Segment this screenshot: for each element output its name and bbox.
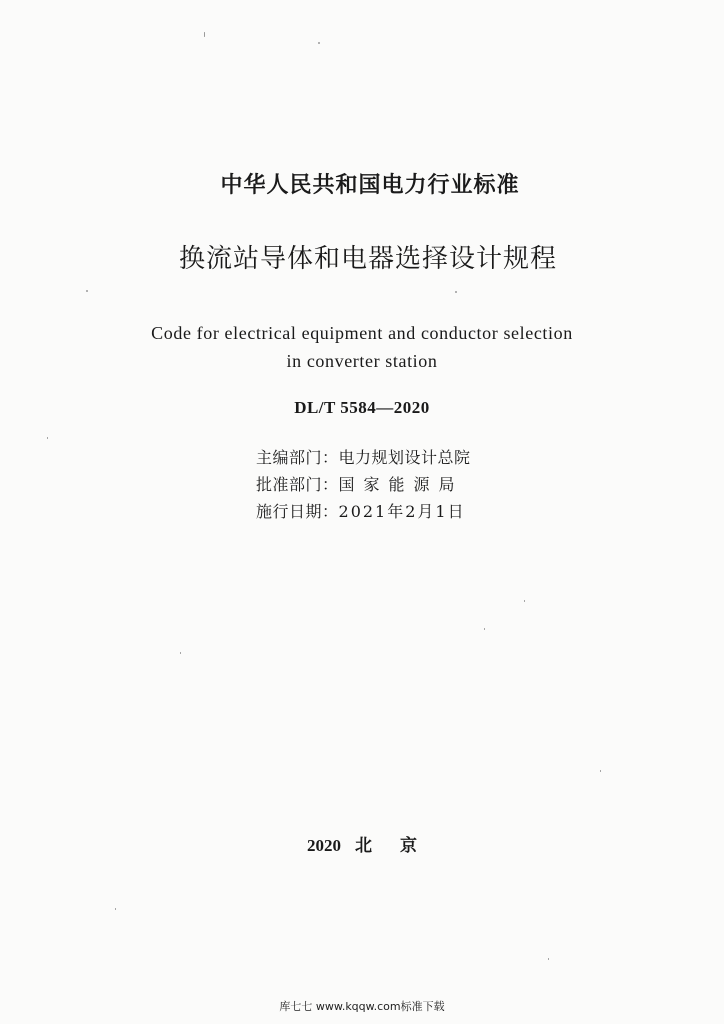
scan-speck [455, 291, 457, 293]
approver-value: 国家能源局 [338, 475, 464, 494]
scan-speck [318, 42, 320, 44]
scan-speck [484, 628, 485, 630]
download-watermark: 库七七 www.kqqw.com标准下载 [279, 1000, 445, 1013]
scan-speck [86, 290, 88, 292]
effective-date-value: 2021年2月1日 [338, 502, 466, 521]
publication-imprint [0, 831, 724, 856]
scan-speck [524, 600, 525, 602]
publication-city: 北京 [355, 836, 445, 856]
scan-speck [47, 437, 48, 439]
editor-label: 主编部门： [256, 448, 339, 467]
standard-series-title: 中华人民共和国电力行业标准 [220, 173, 520, 198]
scan-speck [204, 32, 205, 37]
document-title-english-line-1: Code for electrical equipment and conductor selection [151, 323, 573, 343]
standard-code: DL/T 5584—2020 [294, 398, 430, 417]
editor-row [256, 443, 471, 470]
editor-value: 电力规划设计总院 [338, 448, 471, 467]
document-title-chinese: 换流站导体和电器选择设计规程 [178, 244, 557, 274]
issuance-info [256, 443, 471, 524]
approver-row [256, 470, 471, 497]
approver-label: 批准部门： [256, 475, 339, 494]
effective-date-row [256, 497, 471, 524]
scan-speck [548, 958, 549, 960]
effective-date-label: 施行日期： [256, 502, 339, 521]
publication-year: 2020 [307, 836, 341, 855]
scan-speck [600, 770, 601, 772]
scan-speck [115, 908, 116, 910]
scan-speck [180, 652, 181, 654]
document-title-english-line-2: in converter station [286, 351, 438, 371]
